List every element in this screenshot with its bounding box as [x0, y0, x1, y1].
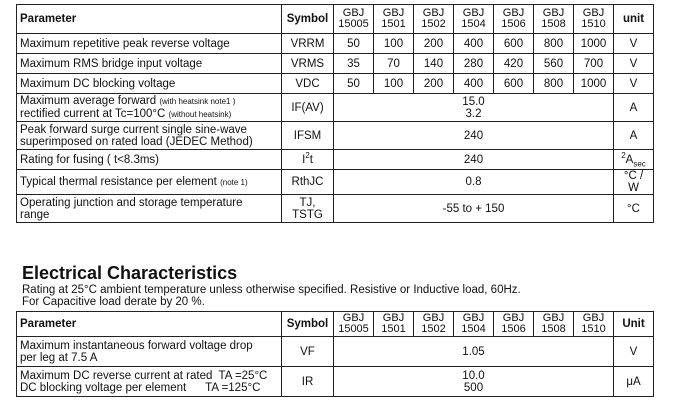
- param-cell: [17, 122, 282, 150]
- header-model: GBJ 15005: [334, 5, 374, 34]
- row-surge: [17, 122, 654, 150]
- section-title: Electrical Characteristics: [22, 263, 238, 283]
- symbol-cell: RthJC: [282, 170, 334, 195]
- value-cell: 1000: [574, 74, 614, 94]
- header-model: GBJ 1504: [454, 312, 494, 337]
- param-text: Maximum average forward: [20, 94, 160, 107]
- symbol-sup: 2: [305, 150, 310, 160]
- section-note: For Capacitive load derate by 20 %.: [22, 296, 205, 308]
- value-cell: 400: [454, 34, 494, 54]
- value-cell: 600: [494, 34, 534, 54]
- unit-cell: V: [614, 34, 654, 54]
- param-line: Maximum instantaneous forward voltage drop: [20, 339, 253, 352]
- symbol-line: TJ,: [299, 196, 316, 209]
- value-cell: 240: [334, 150, 614, 170]
- symbol-line: TSTG: [292, 208, 323, 221]
- value-cell: 600: [494, 74, 534, 94]
- value-cell: 240: [334, 122, 614, 150]
- row-fusing: [17, 150, 654, 170]
- header-model: GBJ 1502: [414, 5, 454, 34]
- header-model: GBJ 1508: [534, 312, 574, 337]
- unit-cell: V: [614, 74, 654, 94]
- header-model: GBJ 1508: [534, 5, 574, 34]
- value-cell: 200: [414, 34, 454, 54]
- param-text: rectified current at Tc=100°C: [20, 107, 169, 120]
- symbol-base: I: [302, 153, 306, 166]
- symbol-cell: [282, 195, 334, 223]
- unit-cell: A: [614, 94, 654, 122]
- unit-cell: μA: [614, 367, 654, 397]
- param-line: per leg at 7.5 A: [20, 351, 98, 364]
- param-cell: Maximum repetitive peak reverse voltage: [17, 34, 282, 54]
- param-cell: [17, 367, 282, 397]
- value-cell: 800: [534, 74, 574, 94]
- param-line: Peak forward surge current single sine-wave: [20, 123, 247, 136]
- value-cell: 100: [374, 74, 414, 94]
- row-temperature: [17, 195, 654, 223]
- ratings-table: [16, 4, 654, 223]
- header-unit: unit: [614, 5, 654, 34]
- value-cell: 50: [334, 34, 374, 54]
- value-cell: 420: [494, 54, 534, 74]
- symbol-cell: VF: [282, 337, 334, 367]
- symbol-cell: [282, 150, 334, 170]
- unit-cell: °C: [614, 195, 654, 223]
- value-cell: [334, 94, 614, 122]
- header-parameter: Parameter: [17, 5, 282, 34]
- header-unit: Unit: [614, 312, 654, 337]
- header-model: GBJ 1510: [574, 312, 614, 337]
- header-model: GBJ 1504: [454, 5, 494, 34]
- value-line: 500: [463, 381, 484, 394]
- row-ir: [17, 367, 654, 397]
- value-cell: 100: [374, 34, 414, 54]
- param-line: Maximum DC reverse current at rated TA =25°C: [20, 369, 268, 382]
- value-cell: 0.8: [334, 170, 614, 195]
- header-parameter: Parameter: [17, 312, 282, 337]
- header-model: GBJ 1502: [414, 312, 454, 337]
- unit-cell: [614, 150, 654, 170]
- value-cell: 800: [534, 34, 574, 54]
- unit-sup: 2: [621, 150, 626, 160]
- value-cell: 400: [454, 74, 494, 94]
- value-cell: 1.05: [334, 337, 614, 367]
- electrical-table: [16, 311, 654, 397]
- value-cell: 200: [414, 74, 454, 94]
- param-line: [20, 95, 278, 108]
- symbol-cell: IFSM: [282, 122, 334, 150]
- param-cell: Maximum DC blocking voltage: [17, 74, 282, 94]
- value-line: 15.0: [462, 95, 485, 108]
- symbol-cell: IR: [282, 367, 334, 397]
- symbol-tail: t: [309, 153, 313, 166]
- value-cell: 280: [454, 54, 494, 74]
- value-cell: [334, 367, 614, 397]
- param-cell: [17, 337, 282, 367]
- param-note: (with heatsink note1 ): [159, 96, 236, 106]
- symbol-cell: VRRM: [282, 34, 334, 54]
- row-vf: [17, 337, 654, 367]
- symbol-cell: IF(AV): [282, 94, 334, 122]
- param-cell: [17, 94, 282, 122]
- unit-cell: V: [614, 54, 654, 74]
- param-note: (without heatsink): [168, 109, 232, 119]
- param-line: range: [20, 208, 50, 221]
- header-model: GBJ 1501: [374, 5, 414, 34]
- value-cell: 35: [334, 54, 374, 74]
- value-cell: 560: [534, 54, 574, 74]
- value-cell: 700: [574, 54, 614, 74]
- ratings-header-row: [17, 5, 654, 34]
- param-line: DC blocking voltage per element TA =125°C: [20, 381, 261, 394]
- param-line: Operating junction and storage temperature: [20, 196, 243, 209]
- row-vrrm: [17, 34, 654, 54]
- unit-cell: °C / W: [614, 170, 654, 195]
- value-cell: 70: [374, 54, 414, 74]
- param-line: superimposed on rated load (JEDEC Method): [20, 135, 253, 148]
- header-model: GBJ 1506: [494, 5, 534, 34]
- value-cell: -55 to + 150: [334, 195, 614, 223]
- value-cell: 140: [414, 54, 454, 74]
- header-model: GBJ 1501: [374, 312, 414, 337]
- param-cell: [17, 170, 282, 195]
- unit-cell: V: [614, 337, 654, 367]
- row-avg-forward: [17, 94, 654, 122]
- unit-cell: A: [614, 122, 654, 150]
- section-note: Rating at 25°C ambient temperature unless otherwise specified. Resistive or Inductive load, 60Hz.: [22, 284, 521, 296]
- header-model: GBJ 15005: [334, 312, 374, 337]
- row-vrms: [17, 54, 654, 74]
- header-symbol: Symbol: [282, 312, 334, 337]
- param-text: Typical thermal resistance per element: [20, 175, 217, 188]
- symbol-cell: VDC: [282, 74, 334, 94]
- value-cell: 1000: [574, 34, 614, 54]
- unit-sub: sec: [633, 158, 646, 168]
- param-line: [20, 108, 278, 121]
- param-cell: [17, 195, 282, 223]
- unit-base: A: [625, 153, 634, 166]
- value-line: 3.2: [465, 107, 482, 120]
- value-cell: 50: [334, 74, 374, 94]
- elec-header-row: [17, 312, 654, 337]
- value-line: 10.0: [462, 369, 485, 382]
- param-cell: Rating for fusing ( t<8.3ms): [17, 150, 282, 170]
- param-note: (note 1): [220, 177, 248, 187]
- param-cell: Maximum RMS bridge input voltage: [17, 54, 282, 74]
- row-thermal: [17, 170, 654, 195]
- header-model: GBJ 1506: [494, 312, 534, 337]
- symbol-cell: VRMS: [282, 54, 334, 74]
- row-vdc: [17, 74, 654, 94]
- header-model: GBJ 1510: [574, 5, 614, 34]
- header-symbol: Symbol: [282, 5, 334, 34]
